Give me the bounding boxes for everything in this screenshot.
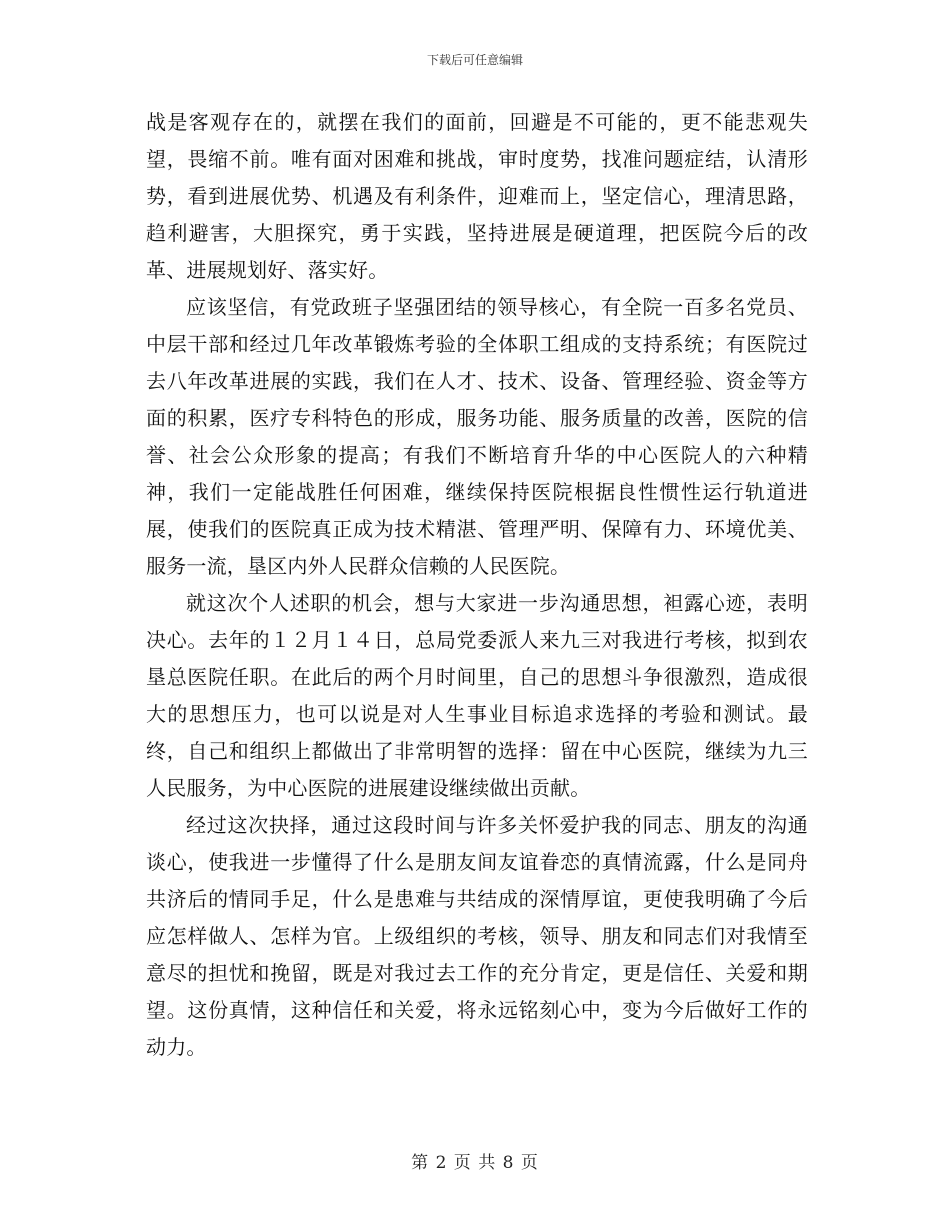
paragraph: 经过这次抉择，通过这段时间与许多关怀爱护我的同志、朋友的沟通谈心，使我进一步懂得了什么是朋友间友谊眷恋的真情流露，什么是同舟共济后的情同手足，什么是患难与共结成的深情厚谊，更使我明确了今后应怎样做人、怎样为官。上级组织的考核，领导、朋友和同志们对我情至意尽的担忧和挽留，既是对我过去工作的充分肯定，更是信任、关爱和期望。这份真情，这种信任和关爱，将永远铭刻心中，变为今后做好工作的动力。: [146, 813, 808, 1059]
paragraph: 就这次个人述职的机会，想与大家进一步沟通思想，袒露心迹，表明决心。去年的１２月１４日，总局党委派人来九三对我进行考核，拟到农垦总医院任职。在此后的两个月时间里，自己的思想斗争很激烈，造成很大的思想压力，也可以说是对人生事业目标追求选择的考验和测试。最终，自己和组织上都做出了非常明智的选择：留在中心医院，继续为九三人民服务，为中心医院的进展建设继续做出贡献。: [146, 591, 808, 800]
document-body: [146, 104, 808, 1066]
paragraph: 应该坚信，有党政班子坚强团结的领导核心，有全院一百多名党员、中层干部和经过几年改革锻炼考验的全体职工组成的支持系统；有医院过去八年改革进展的实践，我们在人才、技术、设备、管理经验、资金等方面的积累，医疗专科特色的形成，服务功能、服务质量的改善，医院的信誉、社会公众形象的提高；有我们不断培育升华的中心医院人的六种精神，我们一定能战胜任何困难，继续保持医院根据良性惯性运行轨道进展，使我们的医院真正成为技术精湛、管理严明、保障有力、环境优美、服务一流，垦区内外人民群众信赖的人民医院。: [146, 295, 808, 578]
page-header: 下载后可任意编辑: [426, 53, 523, 67]
paragraph-continued: 战是客观存在的，就摆在我们的面前，回避是不可能的，更不能悲观失望，畏缩不前。唯有面对困难和挑战，审时度势，找准问题症结，认清形势，看到进展优势、机遇及有利条件，迎难而上，坚定信心，理清思路，趋利避害，大胆探究，勇于实践，坚持进展是硬道理，把医院今后的改革、进展规划好、落实好。: [146, 110, 808, 282]
page-number: 第 2 页 共 8 页: [411, 1153, 539, 1173]
